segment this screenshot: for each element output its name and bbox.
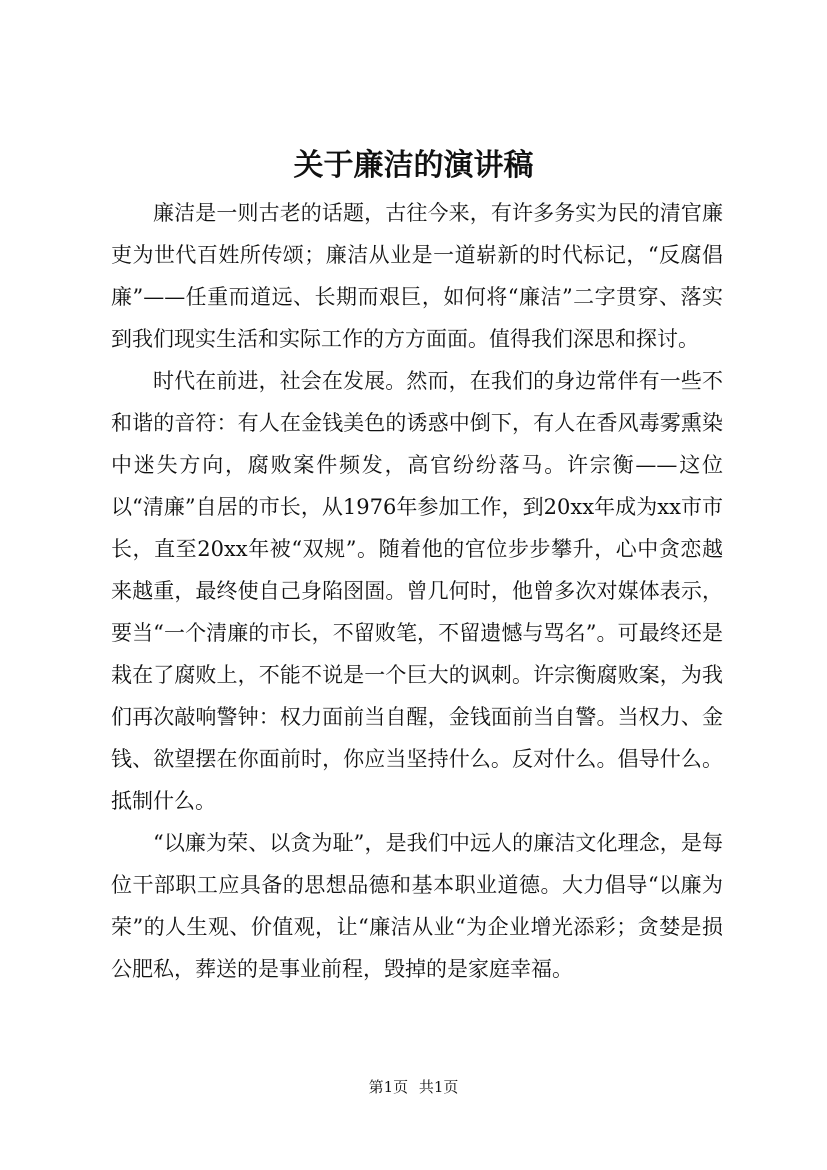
document-title: 关于廉洁的演讲稿 [293,148,534,183]
paragraph-3: “以廉为荣、以贪为耻”，是我们中远人的廉洁文化理念，是每位干部职工应具备的思想品德和基本职业道德。大力倡导“以廉为荣”的人生观、价值观，让“廉洁从业“为企业增光添彩；贪婪是损公肥私，葬送的是事业前程，毁掉的是家庭幸福。 [111,831,723,981]
paragraph-2: 时代在前进，社会在发展。然而，在我们的身边常伴有一些不和谐的音符：有人在金钱美色的诱惑中倒下，有人在香风毒雾熏染中迷失方向，腐败案件频发，高官纷纷落马。许宗衡——这位以“清廉”自居的市长，从1976年参加工作，到20xx年成为xx市市长，直至20xx年被“双规”。随着他的官位步步攀升，心中贪恋越来越重，最终使自己身陷囹圄。曾几何时，他曾多次对媒体表示，要当“一个清廉的市长，不留败笔，不留遗憾与骂名”。可最终还是栽在了腐败上，不能不说是一个巨大的讽刺。许宗衡腐败案，为我们再次敲响警钟：权力面前当自醒，金钱面前当自警。当权力、金钱、欲望摆在你面前时，你应当坚持什么。反对什么。倡导什么。抵制什么。 [111,369,723,813]
document-body [111,192,723,990]
page-number: 第1页 [368,1078,409,1096]
page-footer [0,1077,827,1097]
page-total: 共1页 [418,1078,459,1096]
paragraph-1: 廉洁是一则古老的话题，古往今来，有许多务实为民的清官廉吏为世代百姓所传颂；廉洁从业是一道崭新的时代标记，“反腐倡廉”——任重而道远、长期而艰巨，如何将“廉洁”二字贯穿、落实到我们现实生活和实际工作的方方面面。值得我们深思和探讨。 [111,201,723,351]
